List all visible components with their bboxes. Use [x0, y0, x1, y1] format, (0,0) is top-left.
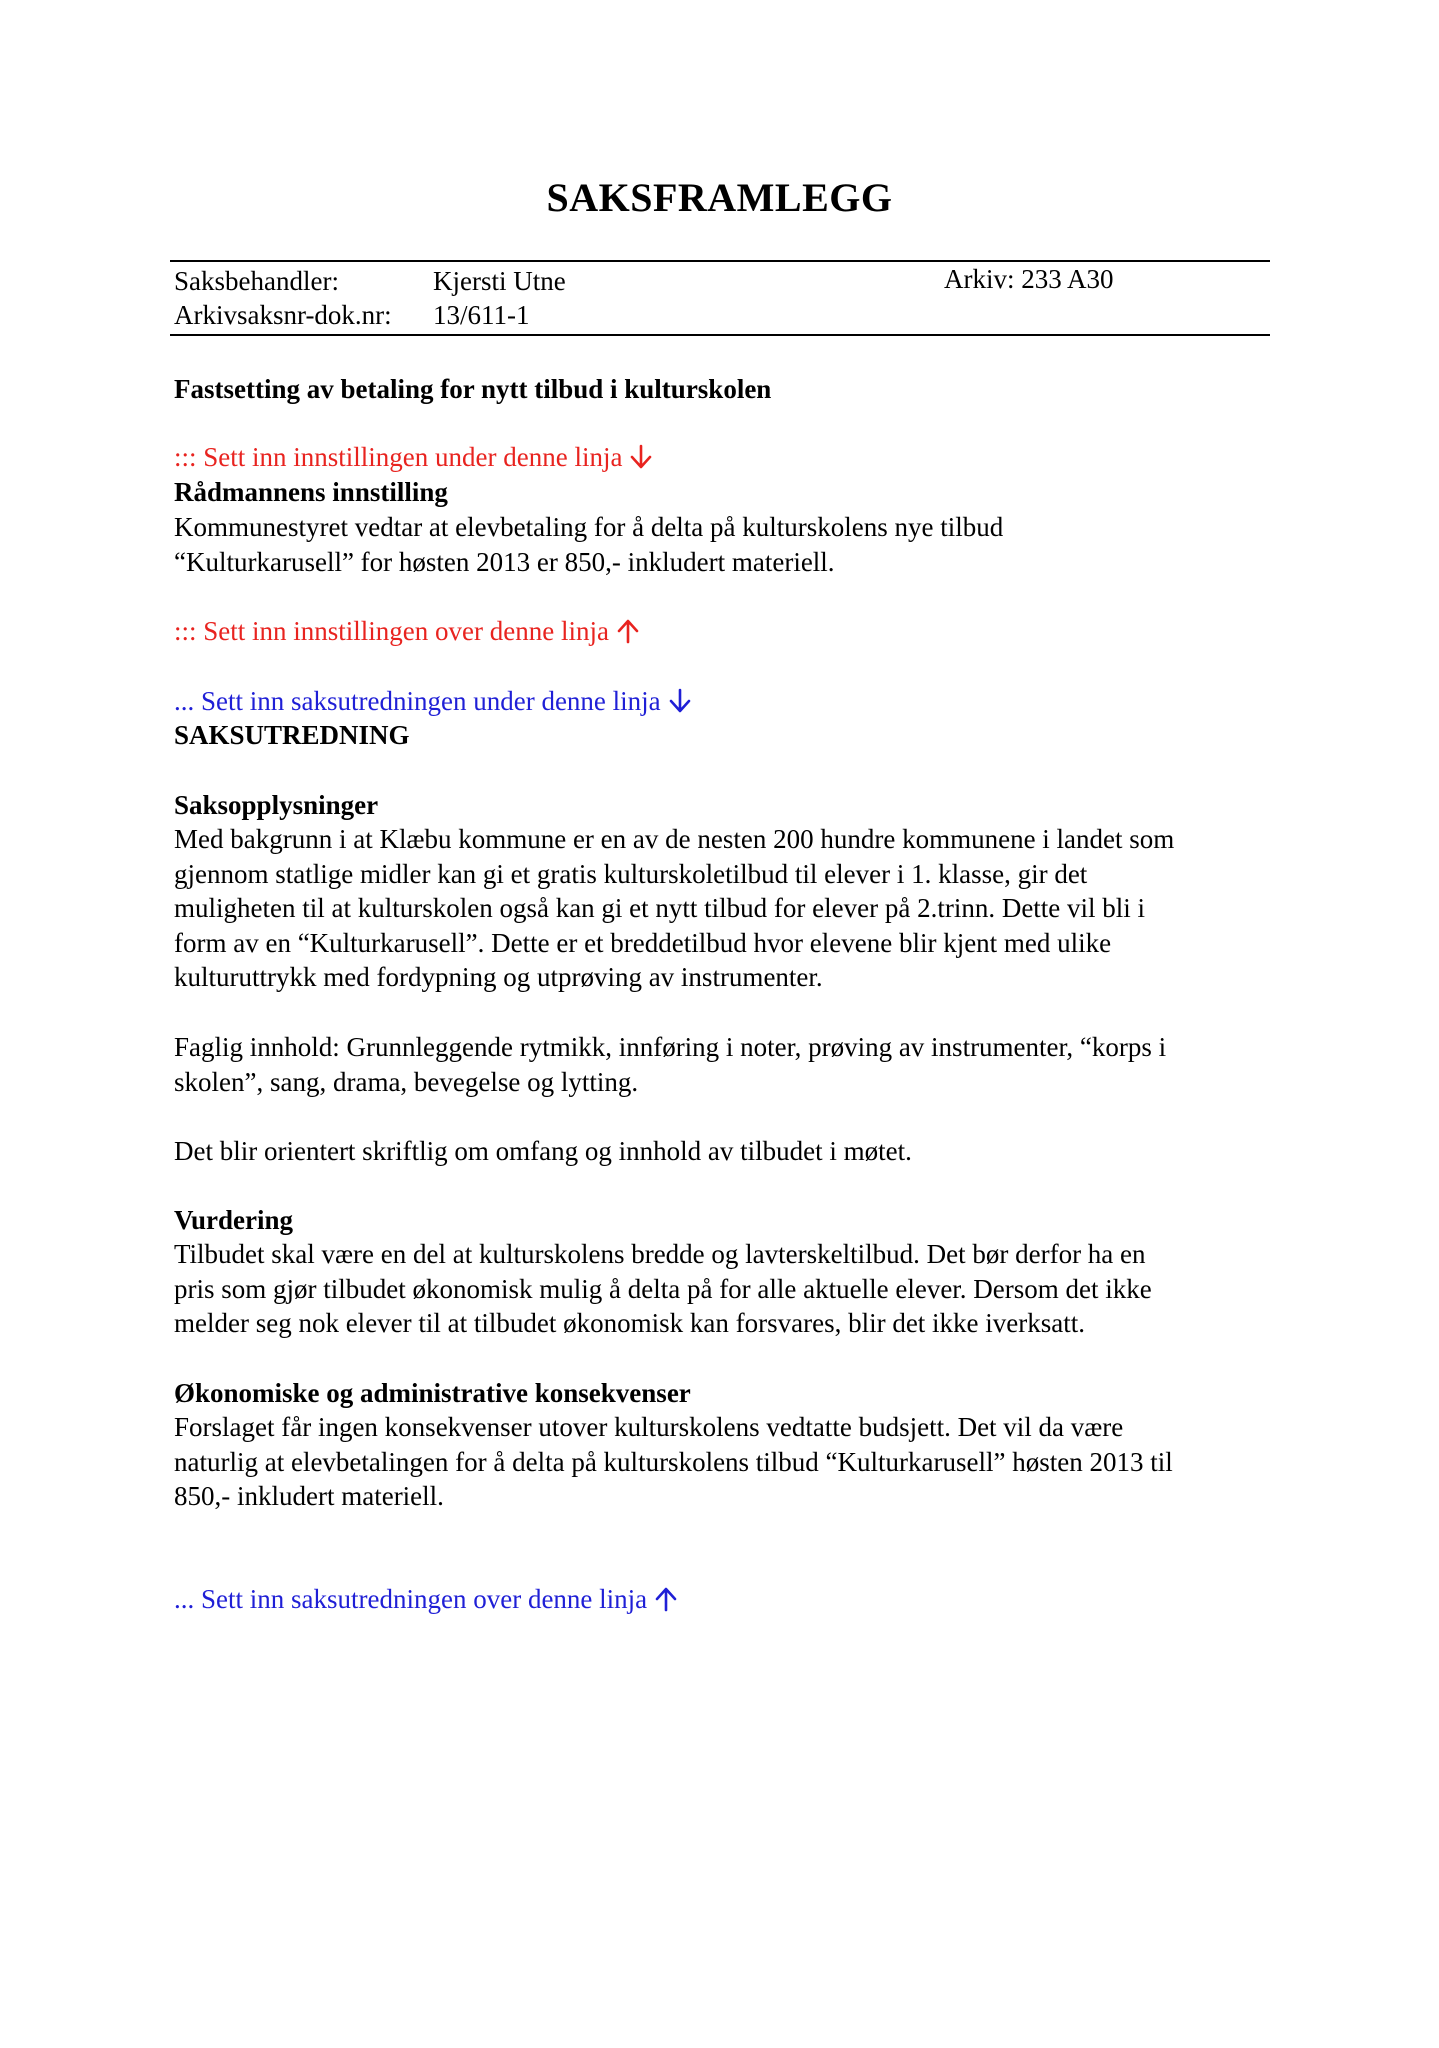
marker-saksutredning-over-text: ... Sett inn saksutredningen over denne linja	[174, 1584, 648, 1614]
saksbehandler-label: Saksbehandler:	[174, 266, 339, 296]
paragraph-line: kulturuttrykk med fordypning og utprøving av instrumenter.	[174, 962, 823, 992]
arrow-up-icon	[655, 1586, 677, 1621]
innstilling-line: “Kulturkarusell” for høsten 2013 er 850,- inkludert materiell.	[174, 546, 835, 577]
paragraph-line: pris som gjør tilbudet økonomisk mulig å delta på for alle aktuelle elever. Dersom det ikke	[174, 1273, 1152, 1304]
okonomi-paragraph	[174, 1410, 1274, 1514]
arrow-down-icon	[630, 444, 652, 479]
saksopplysninger-heading: Saksopplysninger	[174, 790, 379, 820]
marker-innstilling-over-text: ::: Sett inn innstillingen over denne linja	[174, 616, 609, 646]
marker-saksutredning-under-text: ... Sett inn saksutredningen under denne linja	[174, 686, 661, 716]
paragraph-line: melder seg nok elever til at tilbudet økonomisk kan forsvares, blir det ikke iverksatt.	[174, 1308, 1086, 1338]
innstilling-text	[174, 510, 1274, 579]
paragraph-line: naturlig at elevbetalingen for å delta på kulturskolens tilbud “Kulturkarusell” høsten 2013 til	[174, 1446, 1173, 1477]
marker-innstilling-under-text: ::: Sett inn innstillingen under denne linja	[174, 442, 623, 472]
marker-saksutredning-over	[174, 1582, 1274, 1621]
arkiv-value: Arkiv: 233 A30	[944, 264, 1114, 294]
paragraph-line: form av en “Kulturkarusell”. Dette er et breddetilbud hvor elevene blir kjent med ulike	[174, 927, 1112, 958]
marker-saksutredning-under	[174, 684, 1274, 723]
vurdering-heading: Vurdering	[174, 1205, 294, 1235]
paragraph-line: 850,- inkludert materiell.	[174, 1481, 444, 1511]
arrow-up-icon	[617, 618, 639, 653]
saksutredning-heading: SAKSUTREDNING	[174, 720, 410, 750]
document-title: SAKSFRAMLEGG	[546, 175, 893, 220]
vurdering-paragraph	[174, 1237, 1274, 1341]
orientering-paragraph: Det blir orientert skriftlig om omfang og innhold av tilbudet i møtet.	[174, 1136, 912, 1166]
innstilling-line: Kommunestyret vedtar at elevbetaling for å delta på kulturskolens nye tilbud	[174, 512, 1004, 542]
okonomi-heading: Økonomiske og administrative konsekvenser	[174, 1378, 691, 1408]
innstilling-heading: Rådmannens innstilling	[174, 477, 448, 507]
marker-innstilling-under	[174, 440, 1274, 479]
saksopplysninger-paragraph	[174, 822, 1274, 995]
header-rule-top	[170, 260, 1270, 262]
subject-heading: Fastsetting av betaling for nytt tilbud i kulturskolen	[174, 374, 772, 404]
faglig-paragraph	[174, 1030, 1274, 1099]
paragraph-line: Tilbudet skal være en del at kulturskolens bredde og lavterskeltilbud. Det bør derfor ha en	[174, 1239, 1146, 1269]
header-rule-bottom	[170, 334, 1270, 336]
paragraph-line: gjennom statlige midler kan gi et gratis kulturskoletilbud til elever i 1. klasse, gir det	[174, 858, 1088, 889]
arkivsaksnr-value: 13/611-1	[433, 300, 530, 330]
paragraph-line: muligheten til at kulturskolen også kan gi et nytt tilbud for elever på 2.trinn. Dette vil bli i	[174, 893, 1146, 923]
marker-innstilling-over	[174, 614, 1274, 653]
paragraph-line: Faglig innhold: Grunnleggende rytmikk, innføring i noter, prøving av instrumenter, “korps i	[174, 1032, 1167, 1062]
paragraph-line: Forslaget får ingen konsekvenser utover kulturskolens vedtatte budsjett. Det vil da være	[174, 1412, 1124, 1442]
paragraph-line: Med bakgrunn i at Klæbu kommune er en av de nesten 200 hundre kommunene i landet som	[174, 824, 1175, 854]
arkivsaksnr-label: Arkivsaksnr-dok.nr:	[174, 300, 392, 330]
saksbehandler-value: Kjersti Utne	[433, 266, 566, 296]
paragraph-line: skolen”, sang, drama, bevegelse og lytting.	[174, 1066, 639, 1097]
